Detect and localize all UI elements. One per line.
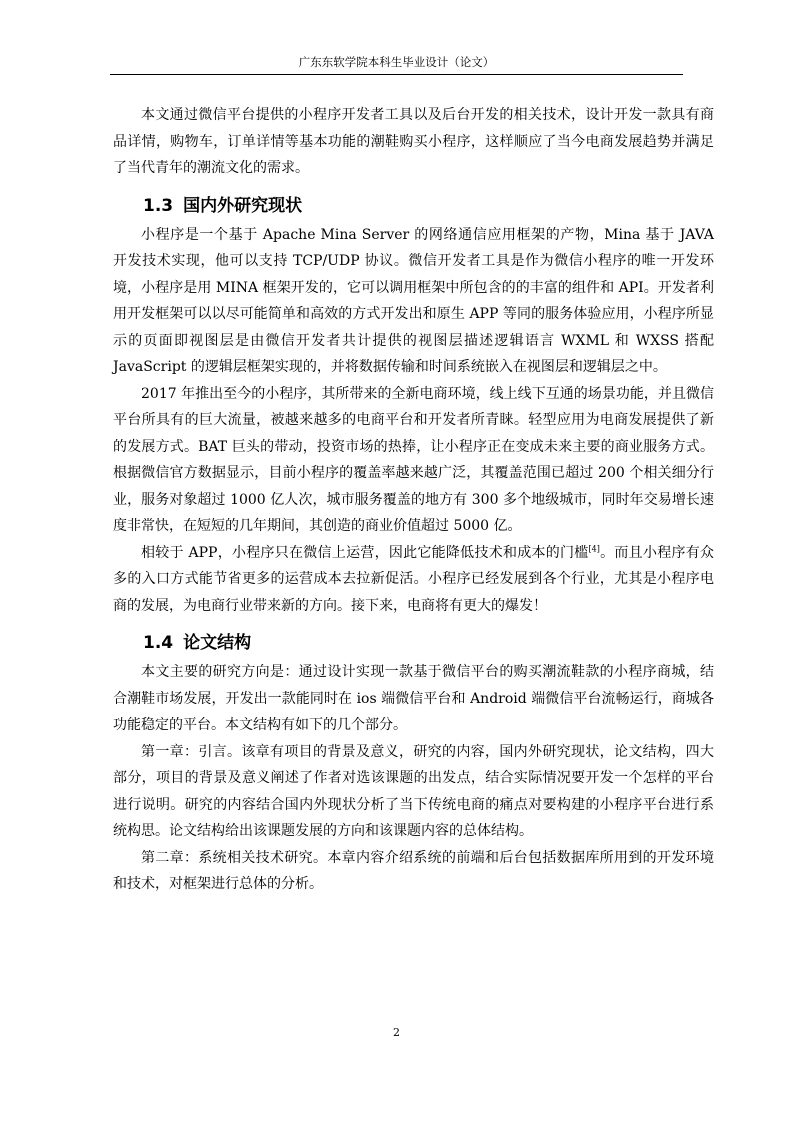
paragraph-text: 。而且小程序有众多的入口方式能节省更多的运营成本去拉新促活。小程序已经发展到各个行业，尤其是小程序电商的发展，为电商行业带来新的方向。接下来，电商将有更大的爆发！ (113, 544, 714, 614)
document-body (113, 102, 714, 898)
paragraph-text: 相较于 APP，小程序只在微信上运营，因此它能降低技术和成本的门槛 (141, 544, 589, 561)
section-title: 国内外研究现状 (183, 195, 303, 216)
section-title: 论文结构 (183, 633, 252, 653)
section-heading-1-3 (143, 193, 714, 219)
section-1-4-paragraph-2: 第一章：引言。该章有项目的背景及意义，研究的内容，国内外研究现状，论文结构，四大部分，项目的背景及意义阐述了作者对选该课题的出发点，结合实际情况要开发一个怎样的平台进行说明。研究的内容结合国内外现状分析了当下传统电商的痛点对要构建的小程序平台进行系统构思。论文结构给出该课题发展的方向和该课题内容的总体结构。 (113, 743, 714, 839)
page-number: 2 (393, 1026, 400, 1039)
section-1-4-paragraph-1: 本文主要的研究方向是：通过设计实现一款基于微信平台的购买潮流鞋款的小程序商城，结合潮鞋市场发展，开发出一款能同时在 ios 端微信平台和 Android 端微信平台流畅运行，商城各功能稳定的平台。本文结构有如下的几个部分。 (113, 664, 714, 733)
running-header (110, 52, 683, 75)
running-header-title: 广东东软学院本科生毕业设计（论文） (298, 55, 495, 69)
section-number: 1.3 (143, 195, 174, 216)
intro-paragraph: 本文通过微信平台提供的小程序开发者工具以及后台开发的相关技术，设计开发一款具有商品详情，购物车，订单详情等基本功能的潮鞋购买小程序，这样顺应了当今电商发展趋势并满足了当代青年的潮流文化的需求。 (113, 107, 714, 176)
section-heading-1-4 (143, 630, 714, 656)
section-1-3-paragraph-2: 2017 年推出至今的小程序，其所带来的全新电商环境，线上线下互通的场景功能，并且微信平台所具有的巨大流量，被越来越多的电商平台和开发者所青睐。轻型应用为电商发展提供了新的发展方式。BAT 巨头的带动，投资市场的热捧，让小程序正在变成未来主要的商业服务方式。根据微信官方数据显示，目前小程序的覆盖率越来越广泛，其覆盖范围已超过 200 个相关细分行业，服务对象超过 1000 亿人次，城市服务覆盖的地方有 300 多个地级城市，同时年交易增长速度非常快，在短短的几年期间，其创造的商业价值超过 5000 亿。 (113, 385, 714, 534)
section-1-3-paragraph-3 (113, 540, 714, 620)
section-1-3-paragraph-1: 小程序是一个基于 Apache Mina Server 的网络通信应用框架的产物，Mina 基于 JAVA 开发技术实现，他可以支持 TCP/UDP 协议。微信开发者工具是作为微信小程序的唯一开发环境，小程序是用 MINA 框架开发的，它可以调用框架中所包含的的丰富的组件和 API。开发者利用开发框架可以以尽可能简单和高效的方式开发出和原生 APP 等同的服务体验应用，小程序所显示的页面即视图层是由微信开发者共计提供的视图层描述逻辑语言 WXML 和 WXSS 搭配 JavaScript 的逻辑层框架实现的，并将数据传输和时间系统嵌入在视图层和逻辑层之中。 (113, 226, 714, 375)
section-1-4-paragraph-3: 第二章：系统相关技术研究。本章内容介绍系统的前端和后台包括数据库所用到的开发环境和技术，对框架进行总体的分析。 (113, 849, 714, 892)
citation-reference[interactable]: [4] (588, 543, 600, 553)
section-number: 1.4 (143, 633, 174, 653)
